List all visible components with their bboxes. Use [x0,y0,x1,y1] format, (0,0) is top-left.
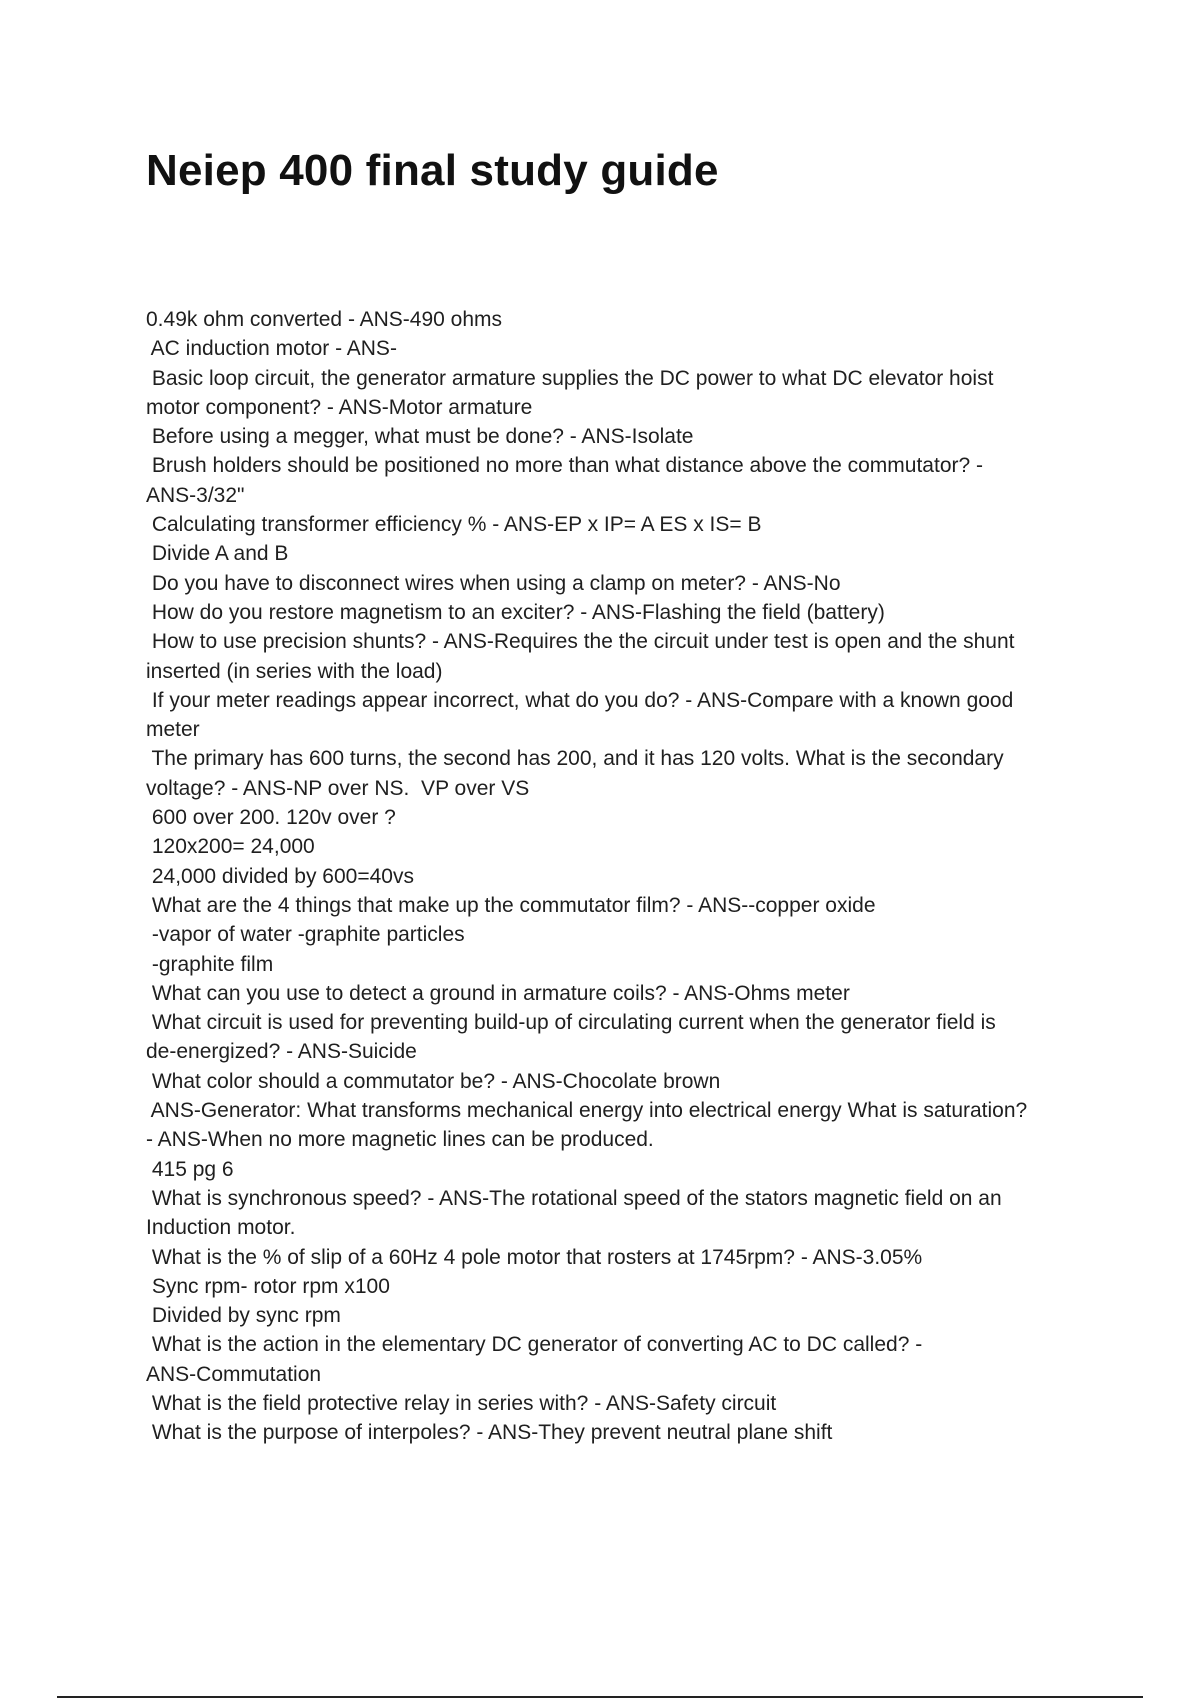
text-line: Induction motor. [146,1216,296,1240]
text-line: -graphite film [146,952,274,976]
text-line: voltage? - ANS-NP over NS. VP over VS [146,776,530,800]
text-line: Divide A and B [146,542,289,566]
text-line: 24,000 divided by 600=40vs [146,864,414,888]
footer-divider [57,1696,1143,1698]
text-line: What is the field protective relay in series with? - ANS-Safety circuit [146,1391,777,1415]
page-title: Neiep 400 final study guide [146,146,719,195]
text-line: Brush holders should be positioned no more than what distance above the commutator? - [146,454,983,478]
text-line: de-energized? - ANS-Suicide [146,1040,417,1064]
text-line: What are the 4 things that make up the commutator film? - ANS--copper oxide [146,893,876,917]
text-line: What is the % of slip of a 60Hz 4 pole motor that rosters at 1745rpm? - ANS-3.05% [146,1245,923,1269]
text-line: Sync rpm- rotor rpm x100 [146,1274,390,1298]
text-line: Calculating transformer efficiency % - ANS-EP x IP= A ES x IS= B [146,513,762,537]
text-line: Basic loop circuit, the generator armature supplies the DC power to what DC elevator hoist [146,366,994,390]
text-line: What can you use to detect a ground in armature coils? - ANS-Ohms meter [146,981,850,1005]
text-line: inserted (in series with the load) [146,659,443,683]
text-line: If your meter readings appear incorrect, what do you do? - ANS-Compare with a known good [146,688,1014,712]
text-line: How to use precision shunts? - ANS-Requires the the circuit under test is open and the shunt [146,630,1015,654]
text-line: ANS-3/32" [146,483,245,507]
text-line: AC induction motor - ANS- [146,337,397,361]
text-line: What is synchronous speed? - ANS-The rotational speed of the stators magnetic field on an [146,1186,1002,1210]
text-line: The primary has 600 turns, the second has 200, and it has 120 volts. What is the secondary [146,747,1004,771]
text-line: meter [146,718,200,742]
text-line: 415 pg 6 [146,1157,234,1181]
text-line: -vapor of water -graphite particles [146,923,465,947]
text-line: Do you have to disconnect wires when using a clamp on meter? - ANS-No [146,571,841,595]
text-line: ANS-Commutation [146,1362,322,1386]
text-line: 120x200= 24,000 [146,835,315,859]
text-line: Before using a megger, what must be done? - ANS-Isolate [146,425,694,449]
text-line: What is the action in the elementary DC generator of converting AC to DC called? - [146,1333,923,1357]
text-line: ANS-Generator: What transforms mechanical energy into electrical energy What is saturation? [146,1099,1028,1123]
text-line: What circuit is used for preventing build-up of circulating current when the generator field is [146,1011,996,1035]
text-line: 0.49k ohm converted - ANS-490 ohms [146,308,503,331]
text-line: 600 over 200. 120v over ? [146,806,396,830]
text-line: Divided by sync rpm [146,1304,341,1328]
study-guide-body [146,305,1096,1448]
text-line: What is the purpose of interpoles? - ANS-They prevent neutral plane shift [146,1421,833,1445]
text-line: What color should a commutator be? - ANS-Chocolate brown [146,1069,721,1093]
text-line: How do you restore magnetism to an exciter? - ANS-Flashing the field (battery) [146,600,885,624]
text-line: - ANS-When no more magnetic lines can be produced. [146,1128,654,1152]
text-line: motor component? - ANS-Motor armature [146,395,533,419]
